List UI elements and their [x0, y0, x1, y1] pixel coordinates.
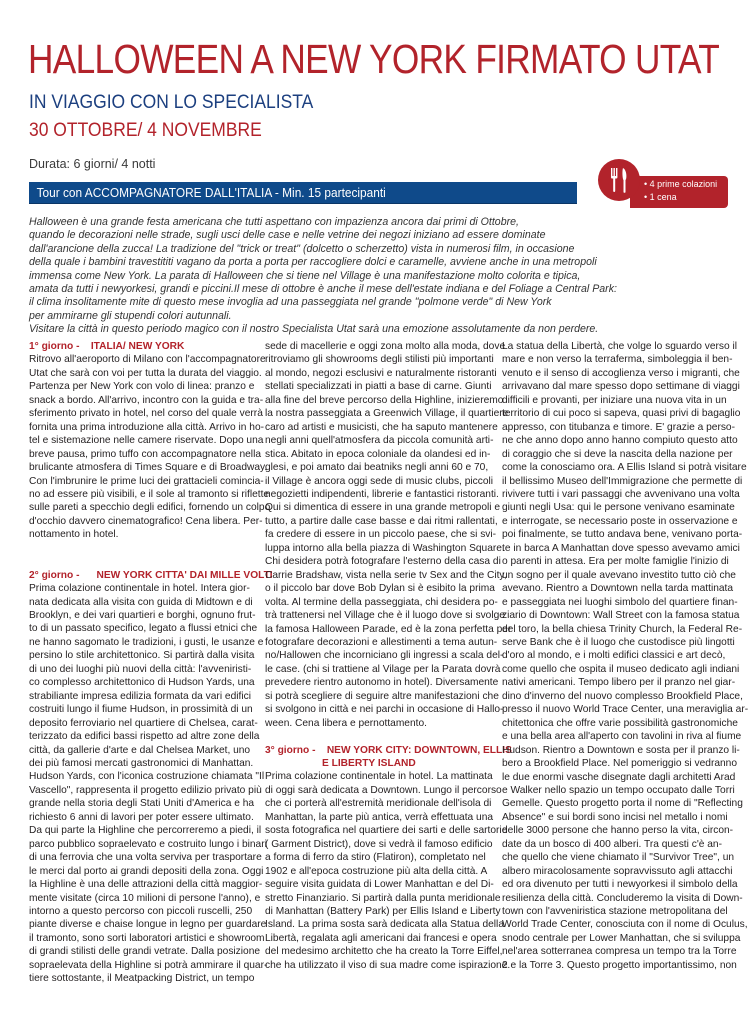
body-line: Gemelle. Questo progetto porta il nome di "Reflecting [502, 798, 743, 810]
body-line: te in barca A Manhattan dove spesso avevamo amici [502, 542, 740, 554]
page-subtitle: IN VIAGGIO CON LO SPECIALISTA [29, 92, 314, 113]
body-line: sferimento privato in hotel, nel corso del quale verrà [29, 408, 263, 420]
body-line: to di un passato specifico, legato a flussi etnici che [29, 623, 258, 635]
body-line: Vascello", rappresenta il progetto edilizio privato più [29, 784, 262, 796]
body-line: che quello che viene chiamato il "Survivor Tree", un [502, 852, 735, 864]
body-line: nottamento in hotel. [29, 529, 119, 541]
intro-line: della quale i bambini travestititi vagano da porta a porta per raccogliere dolci e caramelle, avviene anche in una metropoli [29, 256, 597, 269]
intro-line: amata da tutti i newyorkesi, grandi e piccini.Il mese di ottobre è anche il mese dell'estate indiana e del Foliage a Central Park: [29, 283, 617, 296]
body-line: glesi, e poi amato dai beatniks negli anni 60 e 70, [265, 462, 489, 474]
day-3-name-2: E LIBERTY ISLAND [322, 758, 416, 770]
day-3-continued [502, 340, 749, 972]
body-line: fa credere di essere in un piccolo paese, che si svi- [265, 529, 497, 541]
body-line: chitettonica che offre varie possibilità gastronomiche [502, 717, 738, 729]
body-line: mente visitate (circa 10 milioni di persone l'anno), e [29, 892, 261, 904]
day-2-continued [265, 340, 512, 730]
body-line: persino lo stile architettonico. Si partirà dalla visita [29, 650, 255, 662]
body-line: Ritrovo all'aeroporto di Milano con l'accompagnatore [29, 354, 266, 366]
body-line: Brooklyn, e dei vari quartieri e borghi, ognuno frut- [29, 610, 256, 622]
body-line: stretto Finanziario. Si partirà dalla punta meridionale [265, 892, 501, 904]
day-3-body [265, 770, 511, 972]
body-line: si potrà scegliere di seguire altre manifestazioni che [265, 690, 499, 702]
day-2-body [29, 582, 268, 986]
body-line: sede di macellerie e oggi zona molto alla moda, dove [265, 341, 506, 352]
body-line: sosta fotografica nel quartiere dei sarti e delle sartorie [265, 825, 508, 837]
body-line: la Highline è una delle attrazioni della città maggior- [29, 879, 263, 891]
intro-line: il clima insolitamente mite di questo mese invoglia ad una passeggiata nel grande "polmone verde" di New York [29, 296, 552, 309]
body-line: Partenza per New York con volo di linea: pranzo e [29, 381, 255, 393]
body-line: parco pubblico sopraelevato e costruito lungo i binari [29, 838, 267, 850]
body-line: a forma di ferro da stiro (Flatiron), completato nel [265, 852, 486, 864]
body-line: piante diverse e chaise longue in legno per guardare [29, 919, 267, 931]
body-line: come la conosciamo ora. A Ellis Island si potrà visitare [502, 462, 747, 474]
body-line: giunti negli Usa: qui le persone venivano esaminate [502, 502, 735, 514]
body-line: dei più famosi mercati gastronomici di Manhattan. [29, 758, 254, 770]
body-line: le case. (chi si trattiene al Vilage per la Parata dovrà [265, 663, 501, 675]
body-line: Prima colazione continentale in hotel. La mattinata [265, 771, 493, 783]
body-line: nativi americani. Tempo libero per il pranzo nel giar- [502, 677, 736, 689]
column-2 [265, 340, 512, 972]
body-line: del toro, la bella chiesa Trinity Church, la Federal Re- [502, 623, 743, 635]
column-1 [29, 340, 273, 986]
body-line: d'occhio davvero cinematografico! Cena libera. Per- [29, 515, 263, 527]
page-title: HALLOWEEN A NEW YORK FIRMATO UTAT [28, 36, 720, 82]
body-line: snodo centrale per Lower Manhattan, che si sviluppa [502, 932, 741, 944]
body-line: breve pausa, primo tuffo con accompagnatore nella [29, 448, 262, 460]
intro-line: immensa come New York. La parata di Halloween che si tiene nel Village è una manifestazione molto colorita e tipica, [29, 269, 581, 282]
body-line: prevedere rientro autonomo in hotel). Diversamente [265, 677, 499, 689]
body-line: di oggi sarà dedicata a Downtown. Lungo il percorso [265, 784, 502, 796]
body-line: dino d'inverno del nuovo complesso Brookfield Place, [502, 690, 743, 702]
body-line: il bellissimo Museo dell'Immigrazione che permette di [502, 475, 743, 487]
body-line: resilienza della città. Concluderemo la visita di Down- [502, 892, 743, 904]
body-line: la nostra passeggiata a Greenwich Village, il quartiere [265, 408, 509, 420]
body-line: luppa intorno alla bella piazza di Washington Square. [265, 542, 505, 554]
body-line: le merci dal porto ai grandi depositi della zona. Oggi [29, 865, 264, 877]
body-line: un sogno per il quale avevano investito tutto ciò che [502, 569, 736, 581]
body-line: sulle pareti a specchio degli edifici, fornendo un colpo [29, 502, 271, 514]
body-line: caro ad artisti e musicisti, che ha saputo mantenere [265, 421, 498, 433]
meal-dinner: • 1 cena [644, 192, 677, 202]
body-line: town con l'avveniristica stazione metropolitana del [502, 906, 728, 918]
body-line: terizzato da edifici bassi rispetto ad altre zone della [29, 731, 260, 743]
body-line: città, da gallerie d'arte e dal Chelsea Market, uno [29, 744, 251, 756]
body-line: strabiliante impresa edilizia formata da vari edifici [29, 690, 251, 702]
body-line: delle 3000 persone che hanno perso la vita, circon- [502, 825, 734, 837]
body-line: poi finalmente, se tutto andava bene, venivano porta- [502, 529, 743, 541]
body-line: Qui si dimentica di essere in una grande metropoli e [265, 502, 501, 514]
meals-box [630, 176, 728, 208]
body-line: di una ferrovia che una volta serviva per trasportare [29, 852, 262, 864]
body-line: sopraelevata della Highline si potrà ammirare il quar- [29, 959, 268, 971]
body-line: al mondo, negozi esclusivi e naturalmente ristoranti [265, 367, 497, 379]
body-line: negli anni quell'atmosfera da piccola comunità arti- [265, 435, 494, 447]
body-line: si svolgono in città e nei parchi in occasione di Hallo- [265, 704, 504, 716]
body-line: snack a bordo. All'arrivo, incontro con la guida e tra- [29, 394, 264, 406]
day-1-label: 1° giorno - [29, 341, 80, 352]
body-line: di coraggio che si deve la nascita della nazione per [502, 448, 733, 460]
body-line: e interrogate, se necessario poste in osservazione e [502, 515, 738, 527]
body-line: Island. La prima sosta sarà dedicata alla Statua della [265, 919, 504, 931]
body-line: co complesso architettonico di Hudson Yards, una [29, 677, 255, 689]
body-line: serve Bank che è il luogo che custodisce più lingotti [502, 636, 735, 648]
tour-banner [29, 182, 577, 204]
body-line: come quello che ospita il museo dedicato agli indiani [502, 663, 740, 675]
itinerary-columns [0, 340, 753, 1024]
body-line: presso il nuovo World Trace Center, una meraviglia ar- [502, 704, 749, 716]
body-line: ween. Cena libera e pernottamento. [265, 717, 427, 729]
body-line: seguire visita guidata di Lower Manhattan e del Di- [265, 879, 494, 891]
body-line: ritroviamo gli showrooms degli stilisti più importanti [265, 354, 494, 366]
body-line: grande nella storia degli Stati Uniti d'America e ha [29, 798, 255, 810]
day-1-body [29, 353, 271, 541]
body-line: ne hanno sagomato le tradizioni, i gusti, le usanze e [29, 636, 264, 648]
body-line: e passeggiata nei luoghi simbolo del quartiere finan- [502, 596, 738, 608]
body-line: appresso, con titubanza e timore. E' grazie a perso- [502, 421, 735, 433]
body-line: costruiti lungo il fiume Hudson, in prossimità di un [29, 704, 253, 716]
body-line: no/Hallowen che incorniciano gli ingressi a scala del- [265, 650, 504, 662]
body-line: World Trade Center, conosciuta con il nome di Oculus, [502, 919, 748, 931]
day-2-heading [29, 569, 273, 582]
intro-line: Halloween è una grande festa americana che tutti aspettano con impazienza ancora dai primi di Ottobre, [29, 216, 519, 228]
body-line: Con l'imbrunire le prime luci dei grattacieli comincia- [29, 475, 264, 487]
tour-duration: Durata: 6 giorni/ 4 notti [29, 157, 156, 171]
body-line: il tramonto, sono sorti laboratori artistici e showroom [29, 932, 265, 944]
body-line: trà trattenersi nel Village che è il luogo dove si svolge [265, 610, 505, 622]
body-line: e Walker nello spazio un tempo occupato dalle Torri [502, 784, 735, 796]
tour-dates: 30 OTTOBRE/ 4 NOVEMBRE [29, 120, 262, 141]
body-line: avevano. Rientro a Downtown nella tarda mattinata [502, 583, 734, 595]
body-line: La statua della Libertà, che volge lo sguardo verso il [502, 341, 738, 352]
body-line: Utat che sarà con voi per tutta la durata del viaggio. [29, 367, 262, 379]
body-line: Hudson. Rientro a Downtown e sosta per il pranzo li- [502, 744, 740, 756]
body-line: nata dedicata alla visita con guida di Midtown e di [29, 596, 253, 608]
intro-line: quando le decorazioni nelle strade, sugli usci delle case e nelle vetrine dei negozi iniziano ad essere dominate [29, 229, 546, 242]
body-line: fotografare decorazioni e allestimenti a tema autun- [265, 636, 498, 648]
body-line: Libertà, regalata agli americani dai francesi e opera [265, 932, 497, 944]
intro-line: dall'arancione della zucca! La tradizione del "trick or treat" (dolcetto o scherzetto) vista in numerosi film, in occasione [29, 242, 575, 255]
body-line: Absence" e sui bordi sono incisi nel metallo i nomi [502, 811, 728, 823]
body-line: Da qui parte la Highline che percorreremo a piedi, il [29, 825, 262, 837]
body-line: ziario di Downtown: Wall Street con la famosa statua [502, 610, 740, 622]
body-line: brulicante atmosfera di Times Square e di Broadway. [29, 462, 268, 474]
day-2-label: 2° giorno - [29, 569, 80, 581]
body-line: alla fine del breve percorso della Highline, inizieremo [265, 394, 504, 406]
body-line: che ci porterà all'estremità meridionale dell'isola di [265, 798, 492, 810]
body-line: il Village è ancora oggi sede di music clubs, piccoli [265, 475, 494, 487]
body-line: 2 e la Torre 3. Questo progetto importantissimo, non [502, 959, 737, 971]
body-line: tiere sottostante, il Meatpacking District, un tempo [29, 973, 255, 985]
body-line: date da un bosco di 400 alberi. Tra questi c'è an- [502, 838, 722, 850]
body-line: che ha utilizzato il viso di sua madre come ispirazione. [265, 959, 511, 971]
body-line: di uno dei luoghi più nuovi della città: l'avveniristi- [29, 663, 252, 675]
intro-text [29, 216, 729, 337]
day-3-heading [265, 744, 512, 757]
body-line: difficili e provanti, per iniziare una nuova vita in un [502, 394, 727, 406]
body-line: la famosa Halloween Parade, ed è la zona perfetta per [265, 623, 512, 635]
body-line: stellati specializzati in piatti a base di carne. Giunti [265, 381, 492, 393]
day-3-name: NEW YORK CITY: DOWNTOWN, ELLIS [326, 744, 512, 756]
body-line: mare e non verso la terraferma, simboleggia il ben- [502, 354, 733, 366]
body-line: 1902 e all'epoca costruzione più alta della città. A [265, 865, 488, 877]
body-line: bero a Brookfield Place. Nel pomeriggio si vedranno [502, 758, 738, 770]
column-3 [502, 340, 749, 972]
body-line: di Manhattan (Battery Park) per Ellis Island e Liberty [265, 906, 501, 918]
body-line: no ad essere più visibili, e il sole al tramonto si riflette [29, 488, 270, 500]
body-line: fornita una prima introduzione alla città. Arrivo in ho- [29, 421, 264, 433]
intro-line: Visitare la città in questo periodo magico con il nostro Specialista Utat sarà una emozione assolutamente da non perdere. [29, 323, 599, 336]
body-line: negozietti indipendenti, librerie e fantastici ristoranti. [265, 488, 499, 500]
body-line: Manhattan, la parte più antica, verrà effettuata una [265, 811, 494, 823]
body-line: tutto, a partire dalle case basse e dai ritmi rallentati, [265, 515, 498, 527]
body-line: territorio di cui poco si sapeva, quasi privi di bagaglio [502, 408, 741, 420]
day-3-label: 3° giorno - [265, 744, 316, 756]
body-line: ed ora divenuto per tutti i newyorkesi il simbolo della [502, 879, 738, 891]
body-line: Chi desidera potrà fotografare l'esterno della casa di [265, 556, 501, 568]
body-line: volta. Al termine della passeggiata, chi desidera po- [265, 596, 498, 608]
tour-banner-text: Tour con ACCOMPAGNATORE DALL'ITALIA - Min. 15 partecipanti [36, 186, 386, 200]
body-line: richiesto 6 anni di lavori per poter essere ultimato. [29, 811, 254, 823]
fork-knife-icon [598, 159, 640, 201]
body-line: e una bella area all'aperto con tavolini in riva al fiume [502, 731, 742, 743]
body-line: o parenti in attesa. Era per molte famiglie l'inizio di [502, 556, 729, 568]
body-line: albero miracolosamente sopravvissuto agli attacchi [502, 865, 733, 877]
intro-line: per ammirarne gli stupendi colori autunnali. [29, 309, 232, 322]
body-line: venuto e il senso di accoglienza verso i migranti, che [502, 367, 740, 379]
body-line: ( Garment District), dove si vedrà il famoso edificio [265, 838, 493, 850]
body-line: ne che anno dopo anno hanno compiuto questo atto [502, 435, 738, 447]
body-line: le due enormi vasche disegnate dagli architetti Arad [502, 771, 736, 783]
body-line: stica. Abitato in epoca coloniale da olandesi ed in- [265, 448, 491, 460]
body-line: nel'area sotterranea compresa un tempo tra la Torre [502, 946, 737, 958]
body-line: tel e sistemazione nelle camere riservate. Dopo una [29, 435, 264, 447]
day-1-name: ITALIA/ NEW YORK [90, 341, 185, 352]
body-line: Prima colazione continentale in hotel. Intera gior- [29, 583, 250, 595]
body-line: Hudson Yards, con l'iconica costruzione chiamata "Il [29, 771, 265, 783]
body-line: arrivavano dal mare spesso dopo settimane di viaggi [502, 381, 740, 393]
body-line: Carrie Bradshaw, vista nella serie tv Sex and the City, [265, 569, 507, 581]
body-line: rivivere tutti i vari passaggi che avvenivano una volta [502, 488, 740, 500]
body-line: intorno a questo percorso con piccoli ruscelli, 250 [29, 906, 253, 917]
day-3-heading-cont [265, 757, 492, 770]
body-line: deposito ferroviario nel quartiere di Chelsea, carat- [29, 717, 258, 729]
body-line: o il piccolo bar dove Bob Dylan si è esibito la prima [265, 583, 495, 595]
body-line: di grandi stilisti delle grandi vetrate. Dalla posizione [29, 946, 261, 958]
meal-breakfasts: • 4 prime colazioni [644, 179, 718, 189]
body-line: del medesimo architetto che ha creato la Torre Eiffel, [265, 946, 503, 958]
day-2-name: NEW YORK CITTA' DAI MILLE VOLTI [96, 569, 273, 581]
day-1-heading [29, 340, 256, 353]
body-line: d'oro al mondo, e i molti edifici classici e art decò, [502, 650, 726, 662]
